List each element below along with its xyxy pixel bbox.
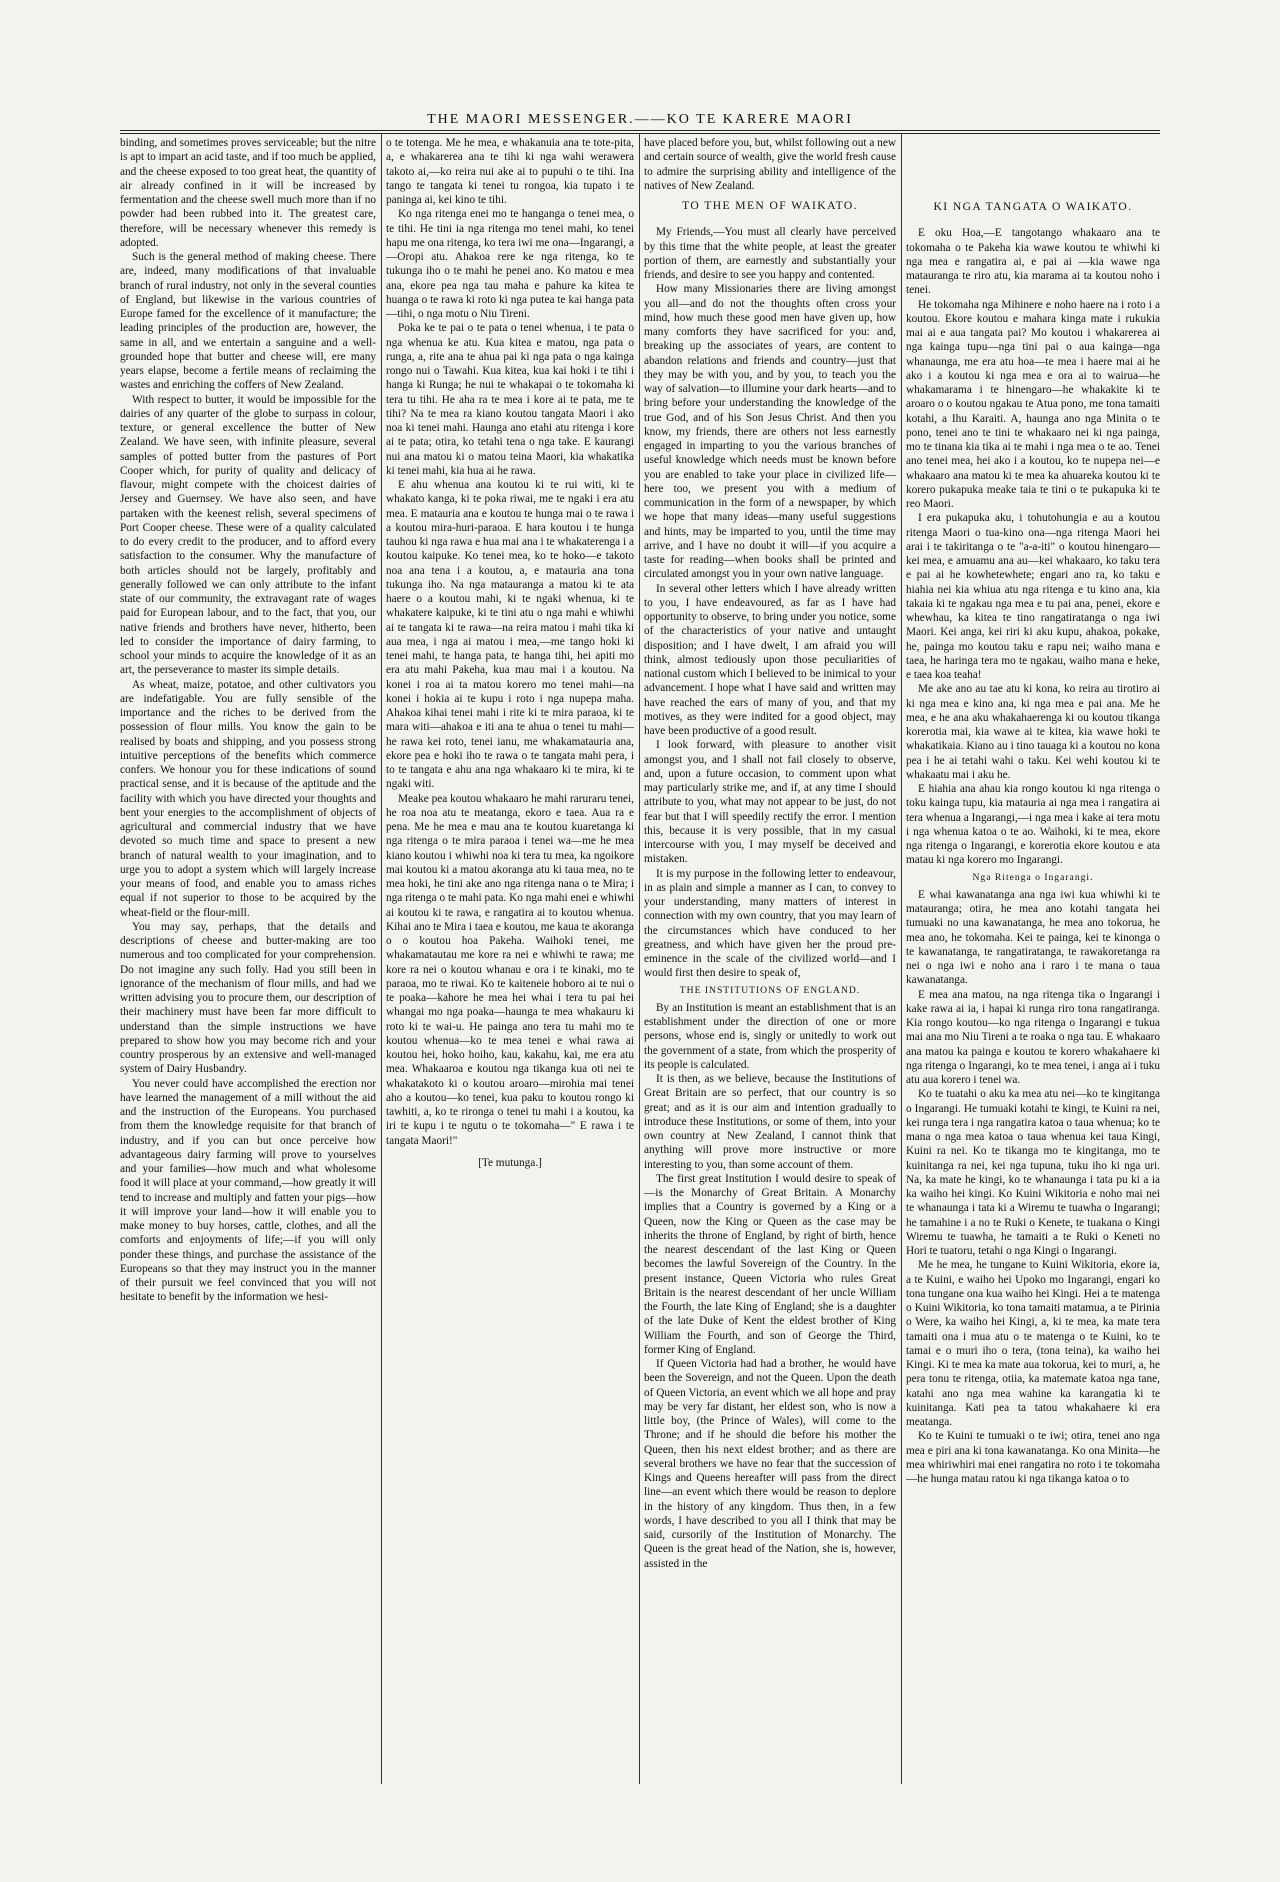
paragraph: Ko nga ritenga enei mo te hanganga o tenei mea, o te tihi. He tini ia nga ritenga mo tenei mahi, ko tenei hapu me ona ritenga, ko tera iwi me ona—Ingarangi, a—Oropi atu. Ahakoa rere ke nga ritenga, ko te tukunga iho o te mahi he penei ano. Ko matou e mea ana, ekore pea nga tau maha e pahure ka kitea te huanga o te rawa ki roto ki nga putea te kai hanga pata—tihi, o nga motu o Niu Tireni.	[386, 208, 634, 320]
paragraph: With respect to butter, it would be impossible for the dairies of any quarter of the globe to surpass in colour, texture, or general excellence the butter of New Zealand. We have seen, with infinite pleasure, several samples of potted butter from the pastures of Port Cooper which, for purity of quality and delicacy of flavour, might compete with the choicest dairies of Jersey and Guernsey. We have also seen, and have partaken with the keenest relish, several specimens of Port Cooper cheese. These were of a quality calculated to do every credit to the producer, and to afford every satisfaction to the consumer. Why the manufacture of both articles should not be largely, profitably and generally followed we can only attribute to the infant state of our community, the extravagant rate of wages paid for European labour, and to the fact, that you, our native friends and brothers have never, hitherto, been led to consider the importance of dairy farming, to school your minds to acquire the knowledge of it as an art, the perseverance to master its simple details.	[120, 393, 376, 677]
paragraph: By an Institution is meant an establishment that is an establishment under the direction of one or more persons, whose end is, singly or unitedly to work out the government of a state, from which the prosperity of its people is calculated.	[644, 1001, 896, 1071]
section-subheading: THE INSTITUTIONS OF ENGLAND.	[679, 984, 861, 996]
paragraph: The first great Institution I would desire to speak of—is the Monarchy of Great Britain. A Monarchy implies that a Country is governed by a King or a Queen, now the King or Queen as the case may be inherits the throne of England, by right of birth, hence the nearest descendant of the last King or Queen becomes the lawful Sovereign of the Country. In the present instance, Queen Victoria who rules Great Britain is the nearest descendant of her uncle William the Fourth, the late King of England; she is a daughter of the late Duke of Kent the eldest brother of King William the Fourth, and son of George the Third, former King of England.	[644, 1172, 896, 1356]
paragraph: E ahu whenua ana koutou ki te rui witi, ki te whakato kanga, ki te poka riwai, me te ngaki i era atu mea. E matauria ana e koutou te hunga mai o te rawa i a koutou mira-huri-paraoa. E hara koutou i te hunga tauhou ki nga rawa e hua mai ana i te whakaterenga i a koutou kaipuke. Ko tenei mea, ko te hoko—e takoto noa ana tena i a koutou, a, e matauria ana tona tukunga iho. Na nga matauranga a matou ki te ata haere o a koutou mahi, ki te ngaki whenua, ki te whakatere kaipuke, ki te tini atu o nga mahi e whiwhi ai te tangata ki te rawa—na reira matou i mahi tika ki aua mea, i nga ai matou i mea,—me tango hoki ki tenei mahi, te hanga pata, te hanga tihi, hei apiti mo era atu mahi Pakeha, kua mau mai i a koutou. Na konei i roa ai ta matou korero mo tenei mahi—na konei i hokia ai te kupu i roto i nga nupepa maha. Ahakoa kihai tenei mahi i rite ki te mira paraoa, ki te mara witi—ahakoa e iti ana te ahua o tenei tu mahi—he rawa kei roto, tenei ianu, me whakamatauria ana, ekore pea e hoki iho te rawa o te tangata mahi pera, i to te tangata e ahu ana nga whakaaro ki te mira, ki te ngaki witi.	[386, 479, 634, 791]
column-divider	[381, 134, 382, 1784]
paragraph: Meake pea koutou whakaaro he mahi raruraru tenei, he roa noa atu te meatanga, ekoro e taea. Aua ra e pena. Me he mea e mau ana te koutou kuaretanga ki nga ritenga o te mira paraoa i tenei wa—me he mea kiano koutou i whiwhi noa ki tera tu mea, ka ngoikore mai koutou ki a matou akoranga atu ki taua mea, no te mea hoki, he tini ake ano nga ritenga nana o te Mira; i nga ritenga o te mahi pata. Ko nga mahi enei e whiwhi ai koutou ki te rawa, e rangatira ai to koutou whenua. Kihai ano te Mira i taea e koutou, me kaua te akoranga o o koutou hoa Pakeha. Waihoki tenei, me whakamatautau me kore ra nei e whiwhi te rawa; me kore ra nei o koutou whanau e ora i te kinaki, mo te paraoa, mo te riwai. Ko te kaiteneie hoboro ai te nui o te poaka—kahore he mea hei whai i tera tu pai hei whangai mo nga poaka—haunga te mea whakauru ki roto ki te wai-u. He painga ano tera tu mahi mo te koutou whenua—ko te mea tenei e whai rawa ai koutou hei, hoko hoiho, kau, kakahu, kai, me era atu mea. Whakaaroa e koutou nga tikanga kua oti nei te whakatakoto ki o koutou aroaro—mirohia mai tenei aho a koutou—ko tenei, kua paku to koutou rongo ki tawhiti, a, ko te rironga o tenei tu mahi i a koutou, ka iri te kupu i te ngutu o te tokomaha—" E rawa i te tangata Maori!"	[386, 792, 634, 1147]
paragraph: It is then, as we believe, because the Institutions of Great Britain are so perfect, that our country is so great; and as it is our aim and intention gradually to introduce these Institutions, or some of them, into your own country at New Zealand, I cannot think that anything will prove more instructive or more interesting to you, than some account of them.	[644, 1073, 896, 1171]
article-heading: TO THE MEN OF WAIKATO.	[682, 199, 858, 212]
paragraph: I look forward, with pleasure to another visit amongst you, and I shall not fail closely to observe, and, upon a future occasion, to comment upon what may particularly strike me, and if, at any time I should attribute to you, what may not appear to be just, do not fear but that I will speedily rectify the error. I mention this, because it is very possible, that in my casual intercourse with you, I may myself be deceived and mistaken.	[644, 739, 896, 866]
paragraph: o te totenga. Me he mea, e whakanuia ana te tote-pita, a, e whakarerea ana te tihi ki nga wahi werawera takoto ai,—ko reira nui ake ai to pupuhi o te tihi. Ina tango te tangata ki tenei tu rongoa, kia tupato i te paninga ai, kei kino te tihi.	[386, 137, 634, 206]
paragraph: My Friends,—You must all clearly have perceived by this time that the white people, at least the greater portion of them, are earnestly and substantially your friends, and desire to see you happy and contented.	[644, 226, 896, 281]
paragraph: You may say, perhaps, that the details and descriptions of cheese and butter-making are too numerous and too complicated for your comprehension. Do not imagine any such folly. Had you still been in ignorance of the mechanism of flour mills, and had we written advising you to procure them, our description of their machinery must have been far more difficult to understand than the simple instructions we have prepared to show how you may become rich and your country prosperous by an extensive and well-managed system of Dairy Husbandry.	[120, 920, 376, 1076]
paragraph: Poka ke te pai o te pata o tenei whenua, i te pata o nga whenua ke atu. Kua kitea e matou, nga pata o runga, a, rite ana te ahua pai ki nga pata o nga kainga rongo nui o Tawahi. Kua kitea, kua kai hoki i te tihi i hanga ki Runga; he nui te whakapai o te tokomaha ki tera tu tihi. He aha ra te mea i kore ai te pata, me te tihi? Na te mea ra kiano koutou tangata Maori i ako noa ki tenei mahi. Haunga ano etahi atu ritenga i kore ai te pata; otira, ko tetahi tena o nga take. E kaurangi nui ana matou ki o matou teina Maori, kia whakatika ki tenei mahi, kia hua ai he rawa.	[386, 322, 634, 477]
paragraph: In several other letters which I have already written to you, I have endeavoured, as far as I have had opportunity to observe, to bring under you notice, some of the characteristics of your native and untaught disposition; and I have dwelt, I am afraid you will think, almost tediously upon those peculiarities of national custom which I believed to be inimical to your advancement. I hope what I have said and written may have reached the ears of many of you, and that my motives, as they were indited for a good object, may have been productive of a good result.	[644, 582, 896, 737]
paragraph: I era pukapuka aku, i tohutohungia e au a koutou ritenga Maori o tua-kino ona—nga ritenga Maori hei arai i te takiritanga o te "a-a-iti" o koutou hinengaro—kei mea, e amuamu ana au—kei whakaaro, ko taku tera e pai ai he kowhetewhete; engari ano ra, ko taku e hiahia nei kia whiua atu nga ritenga e tu kino ana, kia takaia ki te ngakau nga mea e tu pai ana, penei, ekore e whewhau, ka kitea te tino rangatiratanga o nga iwi Maori. Kei anga, kei riri ki aku kupu, ahakoa, pokake, he, painga mo koutou taku e rapu nei; waiho mana e taea, he haringa tera mo te ngakau, waiho mana e heke, e taea koa teaha!	[906, 512, 1160, 681]
paragraph: have placed before you, but, whilst following out a new and certain source of wealth, give the world fresh cause to admire the surprising ability and intelligence of the natives of New Zealand.	[644, 137, 896, 192]
paragraph: He tokomaha nga Mihinere e noho haere na i roto i a koutou. Ekore koutou e mahara kinga mate i rukukia mai ai e aua tangata pai? Mo koutou i whakarerea ai nga kainga tupu—nga tini pai o aua kainga—nga whanaunga, me era atu hoa—te mea i haere mai ai he ako i a koutou ki nga mea e ora ai to wairua—he whakamarama i te hinengaro—he whakakite ki te aroaro o o koutou ngakau te Atua pono, me tona tamaiti kotahi, a Ihu Karaiti. A, haunga ano nga Minita o te pono, tenei ano te tini te whakaaro nei ki nga painga, mo te tinana kia tika ai te mahi i nga mea o te ao. Tenei ano tenei mea, hei ako i a koutou, ko te nupepa nei—e whakaaro ana matou ki te mea ka ahuareka koutou ki te korero pukapuka meake taia te tini o te pukapuka ki te reo Maori.	[906, 298, 1160, 510]
paragraph: You never could have accomplished the erection nor have learned the management of a mill without the aid and the instruction of the Europeans. You purchased from them the knowledge requisite for that branch of industry, and if you can but once perceive how advantageous dairy farming will prove to yourselves and your families—how much and what wholesome food it will place at your command,—how greatly it will tend to increase and multiply and fatten your pigs—how it will improve your land—how it will enable you to make money to buy horses, cattle, clothes, and all the comforts and enjoyments of life;—if you will only ponder these things, and purchase the assistance of the Europeans so that they may instruct you in the manner of their pursuit we feel convinced that you will not hesitate to benefit by the information we hesi-	[120, 1077, 376, 1304]
paragraph: Ko te Kuini te tumuaki o te iwi; otira, tenei ano nga mea e piri ana ki tona kawanatanga. Ko ona Minita—he mea whiriwhiri mai enei rangatira no roto i te tokomaha—he hunga matau ratou ki nga tikanga katoa o to	[906, 1430, 1160, 1485]
column-english-dairy	[120, 136, 376, 1786]
paragraph: As wheat, maize, potatoe, and other cultivators you are indefatigable. You are fully sensible of the importance and the riches to be derived from the possession of flour mills. You know the gain to be realised by boats and shipping, and you possess strong intuitive perceptions of the benefits which commerce confers. We honour you for these indications of sound practical sense, and it is because of the aptitude and the facility with which you have directed your thoughts and bent your energies to the accomplishment of objects of agricultural and commercial industry that we have devoted so much time and space to present a new branch of natural wealth to your imagination, and to urge you to adopt a system which will largely increase your means of food, and enable you to amass riches equal if not superior to those to be acquired by the wheat-field or the flour-mill.	[120, 678, 376, 919]
paragraph: It is my purpose in the following letter to endeavour, in as plain and simple a manner as I can, to convey to your understanding, many matters of interest in connection with my own country, that you may learn of the circumstances which have conduced to her greatness, and which have given her the proud pre-eminence in the scale of the civilized world—and I would first then desire to speak of,	[644, 867, 896, 980]
paragraph: Such is the general method of making cheese. There are, indeed, many modifications of that invaluable branch of rural industry, not only in the several counties of England, but likewise in the various countries of Europe famed for the excellence of it manufacture; the leading principles of the production are, however, the same in all, and we entertain a sanguine and a well-grounded hope that butter and cheese will, ere many years elapse, become a fertile means of reclaiming the wastes and enriching the coffers of New Zealand.	[120, 251, 376, 392]
masthead: THE MAORI MESSENGER.——KO TE KARERE MAORI	[427, 112, 853, 127]
article-heading: KI NGA TANGATA O WAIKATO.	[933, 200, 1133, 213]
section-subheading: Nga Ritenga o Ingarangi.	[972, 871, 1094, 883]
paragraph: binding, and sometimes proves serviceable; but the nitre is apt to impart an acid taste, and if too much be applied, and the cheese exposed to too great heat, the quantity of air already confined in it will be increased by fermentation and the cheese swell much more than if no powder had been rubbed into it. The greatest care, therefore, will be necessary whenever this remedy is adopted.	[120, 137, 376, 249]
column-divider	[639, 134, 640, 1784]
article-end-mark: [Te mutunga.]	[478, 1156, 542, 1169]
paragraph: E mea ana matou, na nga ritenga tika o Ingarangi i kake rawa ai ia, i hapai ki runga riro tona rangatiranga. Kia rongo koutou—ko nga ritenga o Ingarangi e tukua mai ana mo Niu Tireni a te roaka o nga tau. E whakaaro ana matou ka painga e koutou te korero whakahaere ki nga ritenga o Ingarangi, ko te mea tenei, i anga ai i tuku atu aua korero i tenei wa.	[906, 988, 1160, 1086]
paragraph: E hiahia ana ahau kia rongo koutou ki nga ritenga o toku kainga tupu, kia matauria ai nga mea i rangatira ai tera whenua a Ingarangi,—i nga mea i kake ai tera motu i nga whenua katoa o te ao. Waihoki, ki te mea, ekore nga ritenga o Ingarangi, e korerotia ekore koutou e ata matau ki nga korero mo Ingarangi.	[906, 783, 1160, 867]
column-maori-waikato	[906, 136, 1160, 1786]
paragraph: E oku Hoa,—E tangotango whakaaro ana te tokomaha o te Pakeha kia wawe koutou te whiwhi ki nga mea e rangatira ai, e pai ai —kia wawe nga matauranga te riro atu, kia marama ai ta koutou noho i tenei.	[906, 227, 1160, 297]
paragraph: Me ake ano au tae atu ki kona, ko reira au tirotiro ai ki nga mea e kino ana, ki nga mea e pai ana. Me he mea, e he ana aku whakahaerenga ki ou koutou tikanga korerotia mai, kia wawe ai te kitea, kia wawe hoki te whakatikaia. Kiano au i tino tauaga ki a koutou no kona pea i he ai tetahi wahi o taku. Kei wehi koutou ki te whakaatu mai i aku he.	[906, 683, 1160, 781]
paragraph: Me he mea, he tungane to Kuini Wikitoria, ekore ia, a te Kuini, e waiho hei Upoko mo Ingarangi, engari ko tona tungane ona kua waiho hei Kingi. Hei a te matenga o Kuini Wikitoria, ko tona tamaiti matamua, a te Pirinia o Were, ka waiho hei Kingi, a, ki te mea, ka mate tera tamaiti ona i mua atu o te matenga o te Kuini, ko te tamai e o muri iho o tera, (tona teina), ka waiho hei Kingi. Ki te mea ka mate aua tokorua, kei to muri, a, he pera tonu te ritenga, otiia, ka matemate katoa nga tane, katahi ano nga mea wahine ka karangatia ki te kuinitanga. Kati pea ta tatou whakahaere ki era meatanga.	[906, 1259, 1160, 1428]
column-divider	[901, 134, 902, 1784]
column-maori-dairy	[386, 136, 634, 1786]
paragraph: If Queen Victoria had had a brother, he would have been the Sovereign, and not the Queen. Upon the death of Queen Victoria, an event which we all hope and pray may be very far distant, her eldest son, who is now a little boy, (the Prince of Wales), will come to the Throne; and if he should die before his mother the Queen, then his next eldest brother; and as there are several brothers we have no fear that the succession of Kings and Queens hereafter will pass from the direct line—an event which there would be reason to deplore in the history of any kingdom. Thus then, in a few words, I have described to you all I think that may be said, cursorily of the Institution of Monarchy. The Queen is the great head of the Nation, she is, however, assisted in the	[644, 1358, 896, 1570]
paragraph: How many Missionaries there are living amongst you all—and do not the thoughts often cross your mind, how much these good men have given up, how many comforts they have sacrificed for you: and, breaking up the associates of years, are content to abandon relations and friends and country—just that they may be with you, and by you, to teach you the way of salvation—to illumine your dark hearts—and to bring before your understanding the knowledge of the true God, and of his Son Jesus Christ. And then you know, my friends, there are others not less earnestly engaged in imparting to you the various branches of useful knowledge which needs must be known before you are enabled to take your place in civilized life—here too, we present you with a medium of communication in the form of a newspaper, by which we hope that many ideas—many useful suggestions and hints, may be imparted to you, until the time may arrive, and I have no doubt it will—if you acquire a taste for reading—when books shall be printed and circulated amongst you in your own native language.	[644, 283, 896, 581]
masthead-rule	[120, 130, 1160, 131]
paragraph: Ko te tuatahi o aku ka mea atu nei—ko te kingitanga o Ingarangi. He tumuaki kotahi te kingi, te Kuini ra nei, kei runga tera i nga rangatira katoa o taua whenua; ko te mana o nga mea katoa o taua whenua kei taua Kingi, Kuini ra nei. Ko te tikanga mo te kingitanga, mo te kuinitanga ra nei, kei nga tupuna, tuku iho ki nga uri. Na, ka mate he kingi, ko te whanaunga i tata pu ki a ia ka waiho hei kingi. Ko Kuini Wikitoria e noho mai nei te whanaunga i tata ki a Wiremu te tuawha o Ingarangi; he tamahine i a no te Ruki o Kenete, te tuakana o Kingi Wiremu te tuawha, he tamaiti a te Ruki o Keneti no Hori te tuatoru, tetahi o nga Kingi o Ingarangi.	[906, 1088, 1160, 1257]
paragraph: E whai kawanatanga ana nga iwi kua whiwhi ki te matauranga; otira, he mea ano kotahi tangata hei tumuaki no una kawanatanga, he mea ano tokorua, he mea ano, he tokomaha. Kei te painga, kei te kinonga o te kawanatanga, te rangatiratanga, te rawakoretanga ra nei o nga iwi e noho ana i raro i te mana o taua kawanatanga.	[906, 888, 1160, 987]
column-english-waikato	[644, 136, 896, 1786]
masthead-rule-lower	[120, 133, 1160, 134]
